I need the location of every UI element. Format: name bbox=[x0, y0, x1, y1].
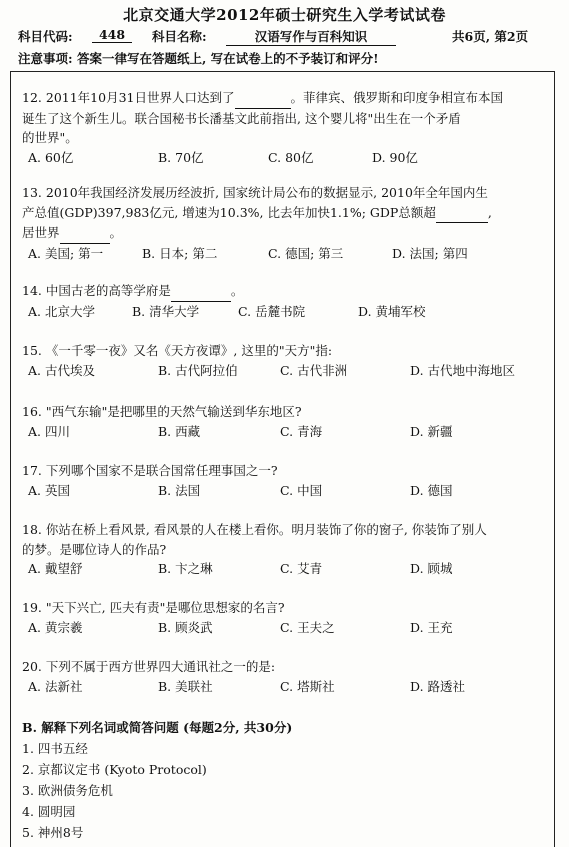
question-number: 20. bbox=[22, 659, 42, 674]
option-b: B. 70亿 bbox=[158, 149, 204, 165]
subject-code-value: 448 bbox=[92, 27, 132, 43]
section-b-heading: B. 解释下列名词或简答问题 (每题2分, 共30分) bbox=[22, 720, 293, 735]
option-b: B. 法国 bbox=[158, 482, 201, 498]
option-c: C. 80亿 bbox=[268, 149, 314, 165]
option-d: D. 德国 bbox=[410, 482, 453, 498]
question-19 bbox=[22, 598, 537, 638]
option-c: C. 艾青 bbox=[280, 561, 323, 576]
option-c: C. 古代非洲 bbox=[280, 362, 348, 378]
question-number: 19. bbox=[22, 600, 42, 615]
option-a: A. 戴望舒 bbox=[28, 561, 83, 576]
option-b: B. 日本; 第二 bbox=[142, 245, 218, 261]
option-a: A. 美国; 第一 bbox=[28, 245, 104, 261]
question-text: 产总值(GDP)397,983亿元, 增速为10.3%, 比去年加快1.1%; GDP总额超 bbox=[22, 204, 436, 220]
section-b-item: 5. 神州8号 bbox=[22, 825, 84, 840]
question-text: 下列哪个国家不是联合国常任理事国之一? bbox=[45, 463, 278, 478]
options-row bbox=[22, 422, 537, 442]
question-number: 13. bbox=[22, 185, 42, 200]
subject-name-value: 汉语写作与百科知识 bbox=[226, 27, 396, 46]
option-a: A. 北京大学 bbox=[28, 303, 95, 319]
question-number: 18. bbox=[22, 522, 42, 537]
question-20 bbox=[22, 657, 537, 697]
option-b: B. 卞之琳 bbox=[158, 561, 213, 576]
question-text: 。 bbox=[109, 225, 123, 240]
question-text: 的梦。是哪位诗人的作品? bbox=[22, 541, 167, 557]
question-text: 的世界"。 bbox=[22, 130, 78, 145]
question-text: 《一千零一夜》又名《天方夜谭》, 这里的"天方"指: bbox=[45, 343, 333, 358]
option-a: A. 古代埃及 bbox=[28, 362, 95, 378]
question-number: 16. bbox=[22, 404, 42, 419]
question-number: 12. bbox=[22, 90, 42, 105]
option-a: A. 60亿 bbox=[28, 149, 74, 165]
question-text: 居世界 bbox=[22, 225, 60, 240]
options-row bbox=[22, 148, 537, 168]
option-d: D. 90亿 bbox=[372, 149, 418, 165]
option-d: D. 王充 bbox=[410, 619, 453, 635]
option-b: B. 西藏 bbox=[158, 423, 201, 439]
question-13 bbox=[22, 183, 537, 264]
section-b-item: 2. 京都议定书 (Kyoto Protocol) bbox=[22, 762, 207, 777]
question-number: 14. bbox=[22, 283, 42, 298]
answer-blank bbox=[235, 88, 291, 109]
options-row bbox=[22, 481, 537, 501]
option-b: B. 顾炎武 bbox=[158, 619, 213, 635]
option-c: C. 塔斯社 bbox=[280, 678, 335, 694]
option-d: D. 顾城 bbox=[410, 561, 453, 576]
options-row bbox=[22, 618, 537, 638]
option-d: D. 古代地中海地区 bbox=[410, 362, 516, 378]
question-text: , bbox=[487, 204, 492, 220]
answer-blank bbox=[171, 281, 231, 302]
notice-text: 注意事项: 答案一律写在答题纸上, 写在试卷上的不予装订和评分! bbox=[18, 51, 379, 66]
question-12 bbox=[22, 88, 537, 168]
question-text: 。菲律宾、俄罗斯和印度争相宣布本国 bbox=[290, 90, 504, 105]
option-c: C. 中国 bbox=[280, 482, 323, 498]
question-text: 2011年10月31日世界人口达到了 bbox=[45, 90, 235, 105]
section-b-item: 4. 圆明园 bbox=[22, 804, 76, 819]
option-c: C. 王夫之 bbox=[280, 619, 335, 635]
option-a: A. 英国 bbox=[28, 482, 70, 498]
option-a: A. 四川 bbox=[28, 423, 70, 439]
option-b: B. 清华大学 bbox=[132, 303, 200, 319]
option-b: B. 美联社 bbox=[158, 678, 213, 694]
options-row bbox=[22, 302, 537, 322]
answer-blank bbox=[60, 223, 110, 244]
question-15 bbox=[22, 341, 537, 381]
option-c: C. 德国; 第三 bbox=[268, 245, 344, 261]
section-b-item: 1. 四书五经 bbox=[22, 741, 88, 756]
option-a: A. 法新社 bbox=[28, 678, 83, 694]
option-b: B. 古代阿拉伯 bbox=[158, 362, 238, 378]
question-text: 你站在桥上看风景, 看风景的人在楼上看你。明月装饰了你的窗子, 你装饰了别人 bbox=[45, 522, 487, 537]
question-18 bbox=[22, 520, 537, 579]
option-c: C. 岳麓书院 bbox=[238, 303, 306, 319]
question-text: 。 bbox=[230, 283, 244, 298]
subject-name-label: 科目名称: bbox=[152, 29, 207, 44]
option-d: D. 黄埔军校 bbox=[358, 303, 426, 319]
options-row bbox=[22, 244, 537, 264]
option-d: D. 新疆 bbox=[410, 423, 453, 439]
option-c: C. 青海 bbox=[280, 423, 323, 439]
question-text: 2010年我国经济发展历经波折, 国家统计局公布的数据显示, 2010年全年国内生 bbox=[45, 185, 488, 200]
page-count: 共6页, 第2页 bbox=[452, 29, 529, 44]
answer-blank bbox=[436, 203, 488, 224]
question-14 bbox=[22, 281, 537, 322]
question-number: 15. bbox=[22, 343, 42, 358]
option-d: D. 法国; 第四 bbox=[392, 245, 468, 261]
option-d: D. 路透社 bbox=[410, 678, 466, 694]
question-text: 诞生了这个新生儿。联合国秘书长潘基文此前指出, 这个婴儿将"出生在一个矛盾 bbox=[22, 110, 461, 126]
question-text: 下列不属于西方世界四大通讯社之一的是: bbox=[45, 659, 276, 674]
question-text: "西气东输"是把哪里的天然气输送到华东地区? bbox=[45, 404, 302, 419]
question-number: 17. bbox=[22, 463, 42, 478]
options-row bbox=[22, 559, 537, 579]
option-a: A. 黄宗羲 bbox=[28, 619, 83, 635]
options-row bbox=[22, 677, 537, 697]
section-b-item: 3. 欧洲债务危机 bbox=[22, 783, 113, 798]
question-text: 中国古老的高等学府是 bbox=[45, 283, 171, 298]
question-16 bbox=[22, 402, 537, 442]
subject-code-label: 科目代码: bbox=[18, 29, 73, 44]
question-text: "天下兴亡, 匹夫有责"是哪位思想家的名言? bbox=[45, 600, 285, 615]
question-17 bbox=[22, 461, 537, 501]
exam-title: 北京交通大学2012年硕士研究生入学考试试卷 bbox=[123, 6, 446, 24]
options-row bbox=[22, 361, 537, 381]
